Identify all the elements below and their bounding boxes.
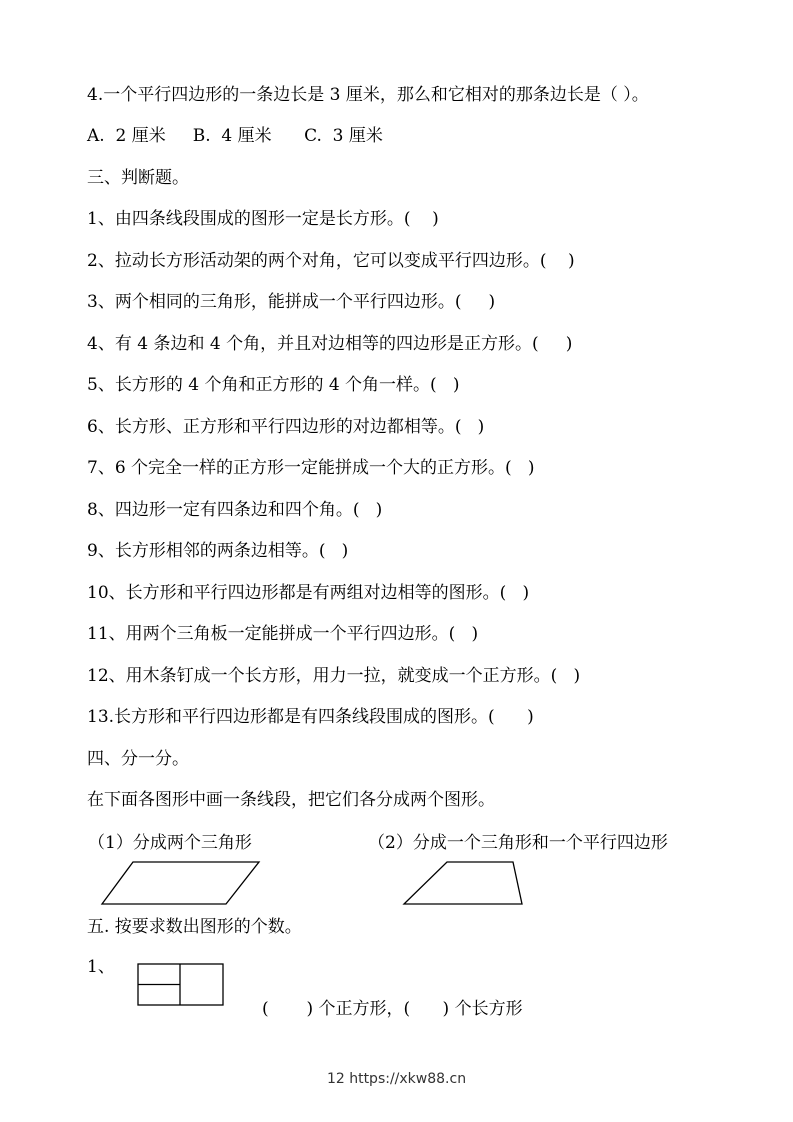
trapezoid-figure: [401, 860, 525, 906]
parallelogram-figure: [100, 860, 262, 906]
judge-item: 12、用木条钉成一个长方形，用力一拉，就变成一个正方形。( ): [87, 666, 581, 686]
judge-item: 2、拉动长方形活动架的两个对角，它可以变成平行四边形。( ): [87, 251, 575, 271]
judge-item: 13.长方形和平行四边形都是有四条线段围成的图形。( ): [87, 707, 534, 727]
q4-stem: 4.一个平行四边形的一条边长是 3 厘米，那么和它相对的那条边长是（ ）。: [87, 85, 649, 105]
judge-item: 3、两个相同的三角形，能拼成一个平行四边形。( ): [87, 292, 496, 312]
section5-item1-answer: ( ) 个正方形，( ) 个长方形: [262, 999, 523, 1019]
judge-item: 8、四边形一定有四条边和四个角。( ): [87, 500, 383, 520]
section4-instruction: 在下面各图形中画一条线段，把它们各分成两个图形。: [87, 790, 495, 810]
judge-item: 11、用两个三角板一定能拼成一个平行四边形。( ): [87, 624, 479, 644]
judge-item: 5、长方形的 4 个角和正方形的 4 个角一样。( ): [87, 375, 460, 395]
section5-item1-label: 1、: [87, 957, 115, 977]
judge-item: 6、长方形、正方形和平行四边形的对边都相等。( ): [87, 417, 485, 437]
page-footer: 12 https://xkw88.cn: [326, 1071, 467, 1087]
section4-title: 四、分一分。: [87, 749, 189, 769]
judge-item: 9、长方形相邻的两条边相等。( ): [87, 541, 349, 561]
judge-item: 1、由四条线段围成的图形一定是长方形。( ): [87, 209, 439, 229]
judge-item: 7、6 个完全一样的正方形一定能拼成一个大的正方形。( ): [87, 458, 535, 478]
rectangle-grid-figure: [137, 963, 225, 1007]
section3-title: 三、判断题。: [87, 168, 189, 188]
judge-item: 10、长方形和平行四边形都是有两组对边相等的图形。( ): [87, 583, 530, 603]
q4-options: A. 2 厘米 B. 4 厘米 C. 3 厘米: [87, 126, 383, 146]
part2-label: （2）分成一个三角形和一个平行四边形: [368, 833, 668, 853]
section5-title: 五. 按要求数出图形的个数。: [87, 917, 302, 937]
part1-label: （1）分成两个三角形: [88, 833, 252, 853]
judge-item: 4、有 4 条边和 4 个角，并且对边相等的四边形是正方形。( ): [87, 334, 573, 354]
